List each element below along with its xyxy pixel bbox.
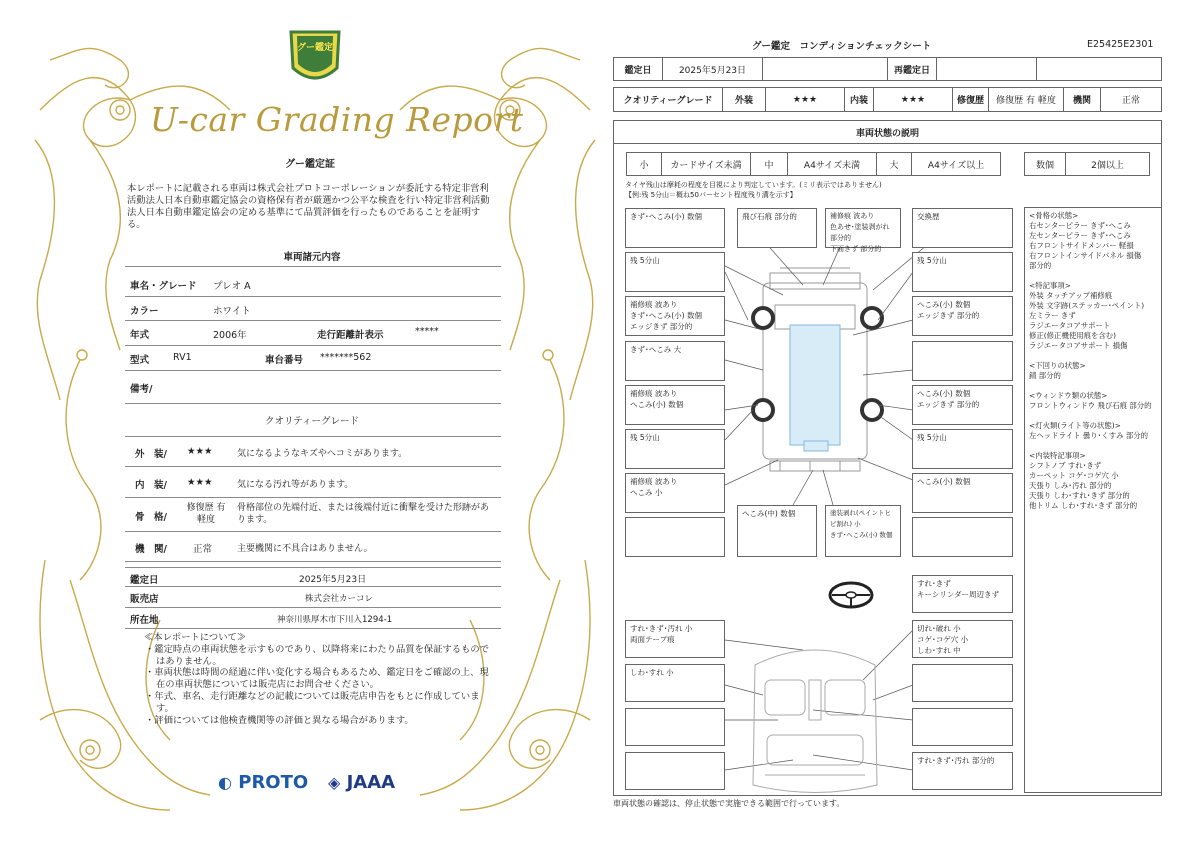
- re-date-value: [936, 57, 1037, 81]
- appraisal-date-row: [125, 567, 501, 587]
- engine-label: 機関: [1063, 87, 1101, 112]
- quality-stars: ★★★: [187, 446, 213, 457]
- condition-heading: 車両状態の説明: [613, 120, 1162, 144]
- date-value: 2025年5月23日: [299, 575, 367, 585]
- count-value: 2個以上: [1065, 152, 1150, 176]
- car-top-view-diagram: [730, 265, 900, 475]
- proto-logo-text: PROTO: [238, 772, 309, 793]
- exterior-label: 外装: [722, 87, 766, 112]
- exterior-note-box: きず･へこみ(小) 数個: [625, 208, 725, 248]
- condition-details: [1024, 207, 1162, 793]
- tire-note: タイヤ残山は摩耗の程度を目視により判定しています。(ミリ表示ではありません): [625, 181, 882, 189]
- notes-heading: ≪本レポートについて≫: [144, 632, 247, 643]
- exterior-note-box: へこみ(小) 数個 エッジきず 部分的: [912, 296, 1013, 336]
- sheet-id: E25425E2301: [1087, 39, 1154, 50]
- spec-heading: 車両諸元内容: [283, 252, 341, 263]
- size-key: 大: [876, 152, 912, 176]
- spec-label: 年式: [130, 330, 150, 341]
- report-notes: [140, 632, 490, 726]
- exterior-note-box: 補修痕 波あり きず･へこみ(小) 数個 エッジきず 部分的: [625, 296, 725, 336]
- underbody-condition: <下回りの状態> 錆 部分的: [1029, 361, 1086, 380]
- quality-row-engine: [125, 532, 501, 562]
- shield-icon: [287, 28, 343, 90]
- size-key: 小: [626, 152, 662, 176]
- interior-note-box: 切れ･破れ 小 コゲ･コゲ穴 小 しわ･すれ 中: [912, 620, 1013, 658]
- address-row: [125, 608, 501, 629]
- quality-desc: 気になる汚れ等があります。: [237, 480, 354, 490]
- spec-row-color: [125, 297, 501, 321]
- size-key: 中: [750, 152, 788, 176]
- re-date-label: 再鑑定日: [887, 57, 937, 81]
- exterior-note-box: 補修痕 波あり へこみ 小: [625, 473, 725, 513]
- spec-value: プレオ A: [213, 281, 251, 292]
- spec-value: ホワイト: [213, 306, 251, 317]
- quality-heading: クオリティーグレード: [264, 416, 360, 427]
- note-item: ・年式、車名、走行距離などの記載については販売店申告をもとに作成しています。: [145, 690, 480, 714]
- quality-label: 機 関/: [135, 544, 167, 555]
- date-label: 鑑定日: [130, 575, 159, 586]
- quality-row-exterior: [125, 437, 501, 467]
- dealer-value: 株式会社カーコレ: [305, 594, 374, 604]
- interior-note-box: すれ･きず･汚れ 部分的: [912, 752, 1013, 790]
- size-value: カードサイズ未満: [661, 152, 751, 176]
- report-title: U-car Grading Report: [150, 100, 524, 139]
- spec-label: カラー: [130, 306, 159, 317]
- quality-grade: 正常: [193, 544, 213, 555]
- spec-row-name: [125, 272, 501, 297]
- date-label: 鑑定日: [613, 57, 663, 81]
- exterior-note-box: [912, 341, 1013, 381]
- quality-stars: ★★★: [187, 477, 213, 488]
- note-item: ・車両状態は時間の経過に伴い変化する場合もあるため、鑑定日をご確認の上、現在の車両状態については販売店にお問合せください。: [145, 667, 489, 691]
- quality-grade: 修復歴 有 軽度: [186, 503, 226, 525]
- interior-note-box: すれ･きず･汚れ 小 両面テープ痕: [625, 620, 725, 658]
- spec-label: 車名・グレード: [130, 281, 197, 292]
- spec-value: RV1: [173, 352, 192, 363]
- size-value: A4サイズ未満: [787, 152, 877, 176]
- repair-label: 修復歴: [952, 87, 989, 112]
- engine-value: 正常: [1100, 87, 1162, 112]
- grade-label: クオリティーグレード: [613, 87, 723, 112]
- exterior-note-box: 飛び石痕 部分的: [737, 208, 817, 248]
- date-value: 2025年5月23日: [662, 57, 763, 81]
- special-notes: <特記事項> 外装 タッチアップ補修痕 外装 文字跡(ステッカー･ペイント) 左ミラー きず ラジエータコアサポート 修正(修正機使用痕を含む) ラジエータコアサポート 損傷: [1029, 281, 1145, 350]
- quality-desc: 主要機関に不具合はありません。: [237, 544, 373, 554]
- exterior-note-box: へこみ(小) 数個: [912, 473, 1013, 513]
- spec-label: 車台番号: [265, 355, 304, 366]
- goo-kantei-badge: [287, 28, 343, 90]
- frame-condition: <骨格の状態> 右センターピラー きず･へこみ 左センターピラー きず･へこみ 右フロントサイドメンバー 軽損 右フロントインサイドパネル 損傷 部分的: [1029, 211, 1142, 270]
- count-label: 数個: [1024, 152, 1066, 176]
- light-condition: <灯火類(ライト等の状態)> 左ヘッドライト 曇り･くすみ 部分的: [1029, 421, 1149, 440]
- exterior-note-box: [625, 517, 725, 557]
- badge-label: グー鑑定: [296, 43, 333, 53]
- proto-icon: ◐: [218, 773, 232, 792]
- exterior-note-box: [912, 517, 1013, 557]
- certificate-intro: 本レポートに記載される車両は株式会社プロトコーポレーションが委託する特定非営利活動法人日本自動車鑑定協会の資格保有者が厳選かつ公平な検査を行い特定非営利活動法人日本自動車鑑定協会の定める基準にて品質評価を行ったものであることを証明する。: [127, 183, 490, 230]
- tire-tread-box: 残 5分山: [625, 429, 725, 469]
- spec-label: 型式: [130, 355, 150, 366]
- divider: [125, 266, 501, 267]
- window-condition: <ウィンドウ類の状態> フロントウィンドウ 飛び石痕 部分的: [1029, 391, 1152, 410]
- address-value: 神奈川県厚木市下川入1294-1: [277, 615, 393, 625]
- quality-desc: 気になるようなキズやヘコミがあります。: [237, 449, 408, 459]
- interior-note-box: [912, 664, 1013, 702]
- exterior-note-box: 塗装剥れ(ペイントヒビ割れ) 小 きず･へこみ(小) 数個: [825, 505, 901, 557]
- quality-row-frame: [125, 498, 501, 532]
- spec-row-remarks: [125, 371, 501, 404]
- address-label: 所在地: [130, 615, 159, 626]
- spec-value: 2006年: [213, 330, 247, 341]
- interior-note-box: [912, 708, 1013, 746]
- car-interior-diagram: [745, 635, 885, 800]
- dealer-label: 販売店: [130, 594, 159, 605]
- tire-tread-box: 残 5分山: [625, 252, 725, 292]
- quality-label: 骨 格/: [135, 512, 167, 523]
- note-item: ・評価については他検査機関等の評価と異なる場合があります。: [145, 714, 414, 726]
- exterior-value: ★★★: [765, 87, 845, 112]
- spec-label: 備考/: [130, 384, 153, 395]
- jaaa-icon: ◈: [328, 773, 341, 792]
- spec-value: *****: [415, 326, 439, 337]
- dealer-row: [125, 587, 501, 608]
- quality-row-interior: [125, 467, 501, 498]
- steering-wheel-icon: [827, 580, 875, 610]
- quality-desc: 骨格部位の先端付近、または後端付近に衝撃を受けた形跡があります。: [237, 503, 490, 525]
- tire-tread-box: 残 5分山: [912, 429, 1013, 469]
- interior-note-box: [625, 752, 725, 790]
- exterior-note-box: きず･へこみ 大: [625, 341, 725, 381]
- note-item: ・鑑定時点の車両状態を示すものであり、以降将来にわたり品質を保証するものではありません。: [145, 643, 489, 667]
- repair-value: 修復歴 有 軽度: [988, 87, 1064, 112]
- exterior-note-box: へこみ(中) 数個: [737, 505, 817, 557]
- spec-row-year: [125, 321, 501, 346]
- exterior-note-box: 交換歴: [912, 208, 1013, 248]
- sheet-footer: 車両状態の確認は、停止状態で実施できる範囲で行っています。: [613, 799, 845, 808]
- jaaa-logo: [328, 772, 395, 793]
- interior-note-box: すれ･きず キーシリンダー周辺きず: [912, 575, 1013, 613]
- size-value: A4サイズ以上: [911, 152, 1001, 176]
- interior-value: ★★★: [873, 87, 953, 112]
- spec-value: *******562: [320, 352, 372, 363]
- exterior-note-box: 補修痕 波あり 色あせ･塗装剥がれ 部分的 下面きず 部分的: [825, 208, 901, 248]
- sheet-title: グー鑑定 コンディションチェックシート: [752, 41, 932, 52]
- quality-label: 外 装/: [135, 449, 167, 460]
- jaaa-logo-text: JAAA: [346, 772, 396, 793]
- spec-row-model: [125, 346, 501, 371]
- interior-special-notes: <内装特記事項> シフトノブ すれ･きず カーペット コゲ･コゲ穴 小 天張り しみ･汚れ 部分的 天張り しわ･すれ･きず 部分的 他トリム しわ･すれ･きず 部分的: [1029, 451, 1138, 510]
- interior-note-box: しわ･すれ 小: [625, 664, 725, 702]
- quality-label: 内 装/: [135, 480, 167, 491]
- tire-tread-box: 残 5分山: [912, 252, 1013, 292]
- exterior-note-box: へこみ(小) 数個 エッジきず 部分的: [912, 385, 1013, 425]
- spec-label: 走行距離計表示: [317, 330, 384, 341]
- proto-logo: [218, 772, 308, 793]
- interior-note-box: [625, 708, 725, 746]
- certificate-subtitle: グー鑑定証: [285, 159, 335, 170]
- exterior-note-box: 補修痕 波あり へこみ(小) 数個: [625, 385, 725, 425]
- date-blank: [762, 57, 888, 81]
- interior-label: 内装: [844, 87, 874, 112]
- tire-note: 【例:残 5分山＝概ね50パーセント程度残り溝を示す】: [625, 191, 797, 199]
